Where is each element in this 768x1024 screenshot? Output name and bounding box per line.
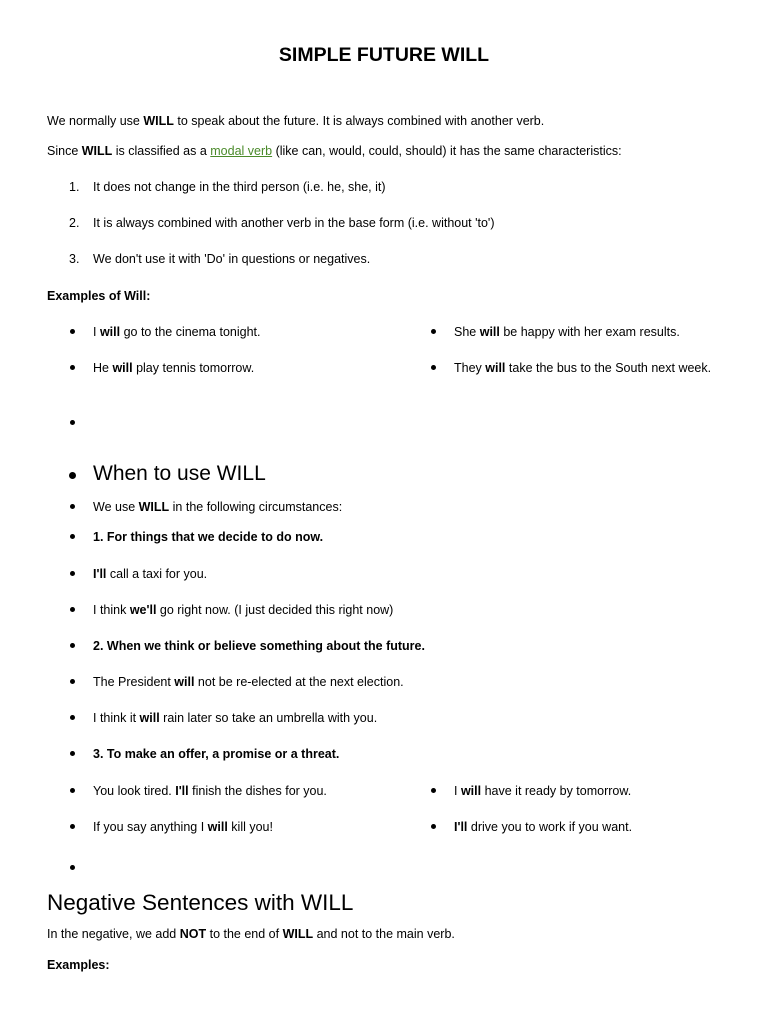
list-item [93, 708, 377, 728]
list-item [454, 322, 680, 342]
list-item [93, 527, 323, 547]
text-run: We use [93, 500, 139, 514]
bold-text: will [174, 675, 195, 689]
bold-text: WILL [81, 144, 113, 158]
bullet-icon [70, 420, 75, 425]
intro-paragraph-2 [47, 143, 622, 159]
examples-heading: Examples of Will: [47, 289, 151, 303]
bullet-icon [70, 751, 75, 756]
text-run: take the bus to the South next week. [505, 361, 712, 375]
intro-paragraph-1 [47, 113, 544, 129]
bold-text: will [99, 325, 121, 339]
bold-text: 2. When we think or believe something about the future. [93, 639, 425, 653]
list-item [93, 564, 207, 584]
list-number: 1. [69, 180, 80, 194]
bullet-icon [70, 788, 75, 793]
text-run: be happy with her exam results. [499, 325, 680, 339]
text-run: (like can, would, could, should) it has the same characteristics: [272, 144, 622, 158]
text-run: to speak about the future. It is always combined with another verb. [173, 114, 545, 128]
bullet-icon [70, 365, 75, 370]
text-run: call a taxi for you. [106, 567, 208, 581]
text-run: In the negative, we add [47, 927, 180, 941]
text-run: and not to the main verb. [313, 927, 455, 941]
bold-text: will [112, 361, 133, 375]
text-run: rain later so take an umbrella with you. [159, 711, 378, 725]
text-run: He [93, 361, 113, 375]
bold-text: will [460, 784, 482, 798]
text-run: finish the dishes for you. [188, 784, 327, 798]
text-run: go to the cinema tonight. [120, 325, 261, 339]
bullet-icon [70, 571, 75, 576]
bullet-icon [70, 679, 75, 684]
bullet-icon [70, 865, 75, 870]
bold-text: I'll [175, 784, 189, 798]
section-heading-negative: Negative Sentences with WILL [47, 890, 354, 915]
text-run: have it ready by tomorrow. [481, 784, 632, 798]
list-item [93, 672, 404, 692]
text-run: You look tired. [93, 784, 176, 798]
bold-text: NOT [179, 927, 207, 941]
text-run: to the end of [206, 927, 283, 941]
text-run: I think [93, 603, 130, 617]
bullet-icon [70, 329, 75, 334]
bold-text: WILL [143, 114, 174, 128]
list-item-text: It does not change in the third person (i.e. he, she, it) [93, 180, 386, 194]
bullet-icon [70, 824, 75, 829]
bold-text: 1. For things that we decide to do now. [93, 530, 324, 544]
list-item [93, 817, 273, 837]
list-item [93, 322, 260, 342]
text-run: is classified as a [112, 144, 211, 158]
bullet-icon [70, 607, 75, 612]
bullet-icon [70, 504, 75, 509]
bold-text: will [485, 361, 506, 375]
list-number: 3. [69, 252, 80, 266]
modal-verb-link[interactable]: modal verb [210, 144, 273, 158]
text-run: The President [93, 675, 175, 689]
section-heading-when: When to use WILL [93, 462, 266, 485]
bold-text: will [207, 820, 228, 834]
text-run: in the following circumstances: [169, 500, 343, 514]
bold-text: I'll [93, 567, 107, 581]
bullet-icon [431, 329, 436, 334]
bullet-icon [70, 715, 75, 720]
bold-text: WILL [138, 500, 170, 514]
text-run: kill you! [227, 820, 273, 834]
text-run: play tennis tomorrow. [132, 361, 255, 375]
list-item [93, 600, 393, 620]
text-run: I think it [93, 711, 140, 725]
text-run: not be re-elected at the next election. [194, 675, 404, 689]
list-item [93, 358, 254, 378]
list-item [454, 358, 716, 378]
bold-text: will [139, 711, 160, 725]
bullet-icon [431, 365, 436, 370]
text-run: They [454, 361, 486, 375]
list-item [454, 781, 631, 801]
text-run: drive you to work if you want. [467, 820, 633, 834]
negative-examples-heading: Examples: [47, 958, 110, 972]
text-run: I [454, 784, 461, 798]
text-run: Since [47, 144, 82, 158]
bold-text: we'll [129, 603, 157, 617]
list-item [93, 781, 327, 801]
bullet-icon [431, 824, 436, 829]
bold-text: I'll [454, 820, 468, 834]
negative-paragraph [47, 926, 455, 942]
bold-text: 3. To make an offer, a promise or a threat. [93, 747, 340, 761]
list-item-text: It is always combined with another verb in the base form (i.e. without 'to') [93, 216, 495, 230]
list-item-text: We don't use it with 'Do' in questions or negatives. [93, 252, 371, 266]
list-item [93, 636, 425, 656]
bold-text: WILL [282, 927, 314, 941]
bullet-icon [431, 788, 436, 793]
page-title: SIMPLE FUTURE WILL [278, 44, 490, 66]
text-run: I [93, 325, 100, 339]
bold-text: will [479, 325, 500, 339]
text-run: If you say anything I [93, 820, 208, 834]
text-run: go right now. (I just decided this right now) [156, 603, 394, 617]
list-item [93, 497, 342, 517]
text-run: She [454, 325, 480, 339]
list-item [93, 744, 339, 764]
list-item [454, 817, 632, 837]
text-run: We normally use [47, 114, 144, 128]
list-number: 2. [69, 216, 80, 230]
bullet-icon [70, 643, 75, 648]
bullet-icon [69, 472, 76, 479]
bullet-icon [70, 534, 75, 539]
